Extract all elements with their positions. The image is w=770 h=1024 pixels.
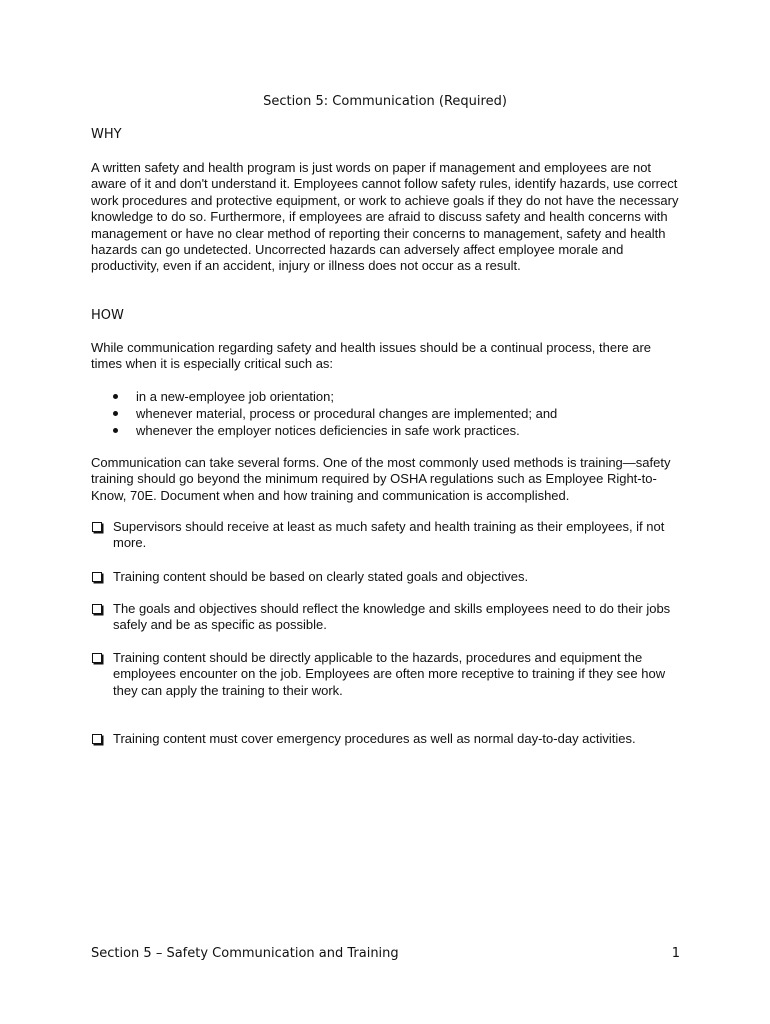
checklist-item-text: Supervisors should receive at least as much safety and health training as their employees, if not more. <box>113 519 665 551</box>
list-item-text: whenever the employer notices deficiencies in safe work practices. <box>136 423 520 438</box>
checklist-item <box>91 731 681 747</box>
checklist-item-text: Training content must cover emergency procedures as well as normal day-to-day activities. <box>113 731 636 746</box>
communication-forms-paragraph: Communication can take several forms. One of the most commonly used methods is training—safety training should go beyond the minimum required by OSHA regulations such as Employee Right-to-Know, 70E. Document when and how training and communication is accomplished. <box>91 455 671 503</box>
checklist-item-text: The goals and objectives should reflect the knowledge and skills employees need to do their jobs safely and be as specific as possible. <box>113 601 671 633</box>
checklist-item-text: Training content should be based on clearly stated goals and objectives. <box>113 569 529 584</box>
bullet-icon <box>113 394 118 399</box>
checkbox-icon <box>92 522 102 532</box>
why-paragraph: A written safety and health program is just words on paper if management and employees are not aware of it and don't understand it. Employees cannot follow safety rules, identify hazards, use correct work procedures and protective equipment, or work to achieve goals if they do not have the necessary knowledge to do so. Furthermore, if employees are afraid to discuss safety and health concerns with management or have no clear method of reporting their concerns to management, safety and health hazards can go undetected. Uncorrected hazards can adversely affect employee morale and productivity, even if an accident, injury or illness does not occur as a result. <box>91 160 679 274</box>
why-heading: WHY <box>91 127 122 142</box>
how-heading: HOW <box>91 308 124 323</box>
bullet-icon <box>113 411 118 416</box>
checkbox-icon <box>92 734 102 744</box>
checkbox-icon <box>92 604 102 614</box>
checklist-item <box>91 601 681 634</box>
list-item <box>91 405 681 422</box>
list-item <box>91 422 681 439</box>
bullet-icon <box>113 428 118 433</box>
critical-times-list <box>91 388 681 439</box>
footer-page-number: 1 <box>671 946 680 961</box>
list-item-text: whenever material, process or procedural changes are implemented; and <box>136 406 558 421</box>
checklist-item <box>91 650 681 699</box>
list-item-text: in a new-employee job orientation; <box>136 389 335 404</box>
checkbox-icon <box>92 653 102 663</box>
checkbox-icon <box>92 572 102 582</box>
page-title: Section 5: Communication (Required) <box>263 94 507 109</box>
how-paragraph: While communication regarding safety and health issues should be a continual process, there are times when it is especially critical such as: <box>91 340 652 372</box>
checklist-item <box>91 519 681 552</box>
checklist-item <box>91 569 681 585</box>
list-item <box>91 388 681 405</box>
checklist-item-text: Training content should be directly applicable to the hazards, procedures and equipment the employees encounter on the job. Employees are often more receptive to training if they see how they can apply the training to their work. <box>113 650 666 698</box>
footer-section-label: Section 5 – Safety Communication and Training <box>91 946 399 961</box>
